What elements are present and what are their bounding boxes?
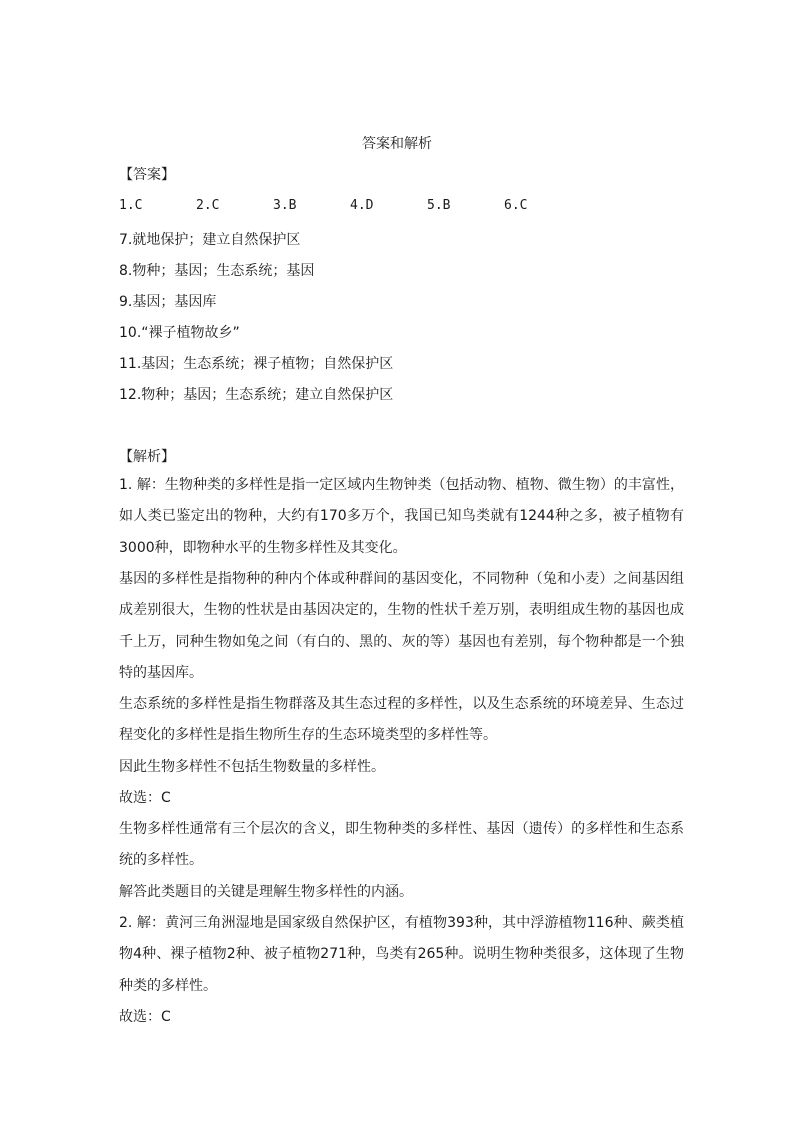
answer-item: 1.C: [119, 198, 143, 213]
analysis-paragraph: 故选：C: [119, 790, 171, 806]
analysis-paragraph: 故选：C: [119, 1009, 171, 1025]
analysis-heading: 【解析】: [119, 449, 175, 465]
fill-in-answer: 12.物种；基因；生态系统；建立自然保护区: [119, 387, 394, 403]
answer-item: 4.D: [350, 198, 374, 213]
analysis-paragraph: 解答此类题目的关键是理解生物多样性的内涵。: [119, 884, 413, 900]
fill-in-answer: 9.基因；基因库: [119, 294, 217, 310]
answer-item: 6.C: [504, 198, 528, 213]
answer-item: 5.B: [427, 198, 451, 213]
answer-item: 2.C: [196, 198, 220, 213]
analysis-paragraph: 2. 解：黄河三角洲湿地是国家级自然保护区，有植物393种，其中浮游植物116种、蕨类植物4种、裸子植物2种、被子植物271种，鸟类有265种。说明生物种类很多，这体现了生物种类的多样性。: [119, 915, 684, 994]
analysis-paragraph: 生态系统的多样性是指生物群落及其生态过程的多样性，以及生态系统的环境差异、生态过程变化的多样性是指生物所生存的生态环境类型的多样性等。: [119, 696, 684, 744]
analysis-paragraph: 生物多样性通常有三个层次的含义，即生物种类的多样性、基因（遗传）的多样性和生态系统的多样性。: [119, 821, 684, 869]
fill-in-answer: 10.“裸子植物故乡”: [119, 325, 240, 341]
analysis-paragraph: 基因的多样性是指物种的种内个体或种群间的基因变化，不同物种（兔和小麦）之间基因组成差别很大，生物的性状是由基因决定的，生物的性状千差万别，表明组成生物的基因也成千上万，同种生物如兔之间（有白的、黑的、灰的等）基因也有差别，每个物种都是一个独特的基因库。: [119, 571, 684, 681]
answer-item: 3.B: [273, 198, 297, 213]
fill-in-answer: 11.基因；生态系统；裸子植物；自然保护区: [119, 356, 394, 372]
fill-in-answer: 7.就地保护；建立自然保护区: [119, 232, 301, 248]
page-title: 答案和解析: [362, 136, 432, 152]
fill-in-answer: 8.物种；基因；生态系统；基因: [119, 263, 315, 279]
analysis-paragraph: 1. 解：生物种类的多样性是指一定区域内生物钟类（包括动物、植物、微生物）的丰富性，如人类已鉴定出的物种，大约有170多万个，我国已知鸟类就有1244种之多，被子植物有3000种，即物种水平的生物多样性及其变化。: [119, 477, 684, 556]
answer-heading: 【答案】: [119, 167, 175, 183]
analysis-paragraph: 因此生物多样性不包括生物数量的多样性。: [119, 759, 385, 775]
